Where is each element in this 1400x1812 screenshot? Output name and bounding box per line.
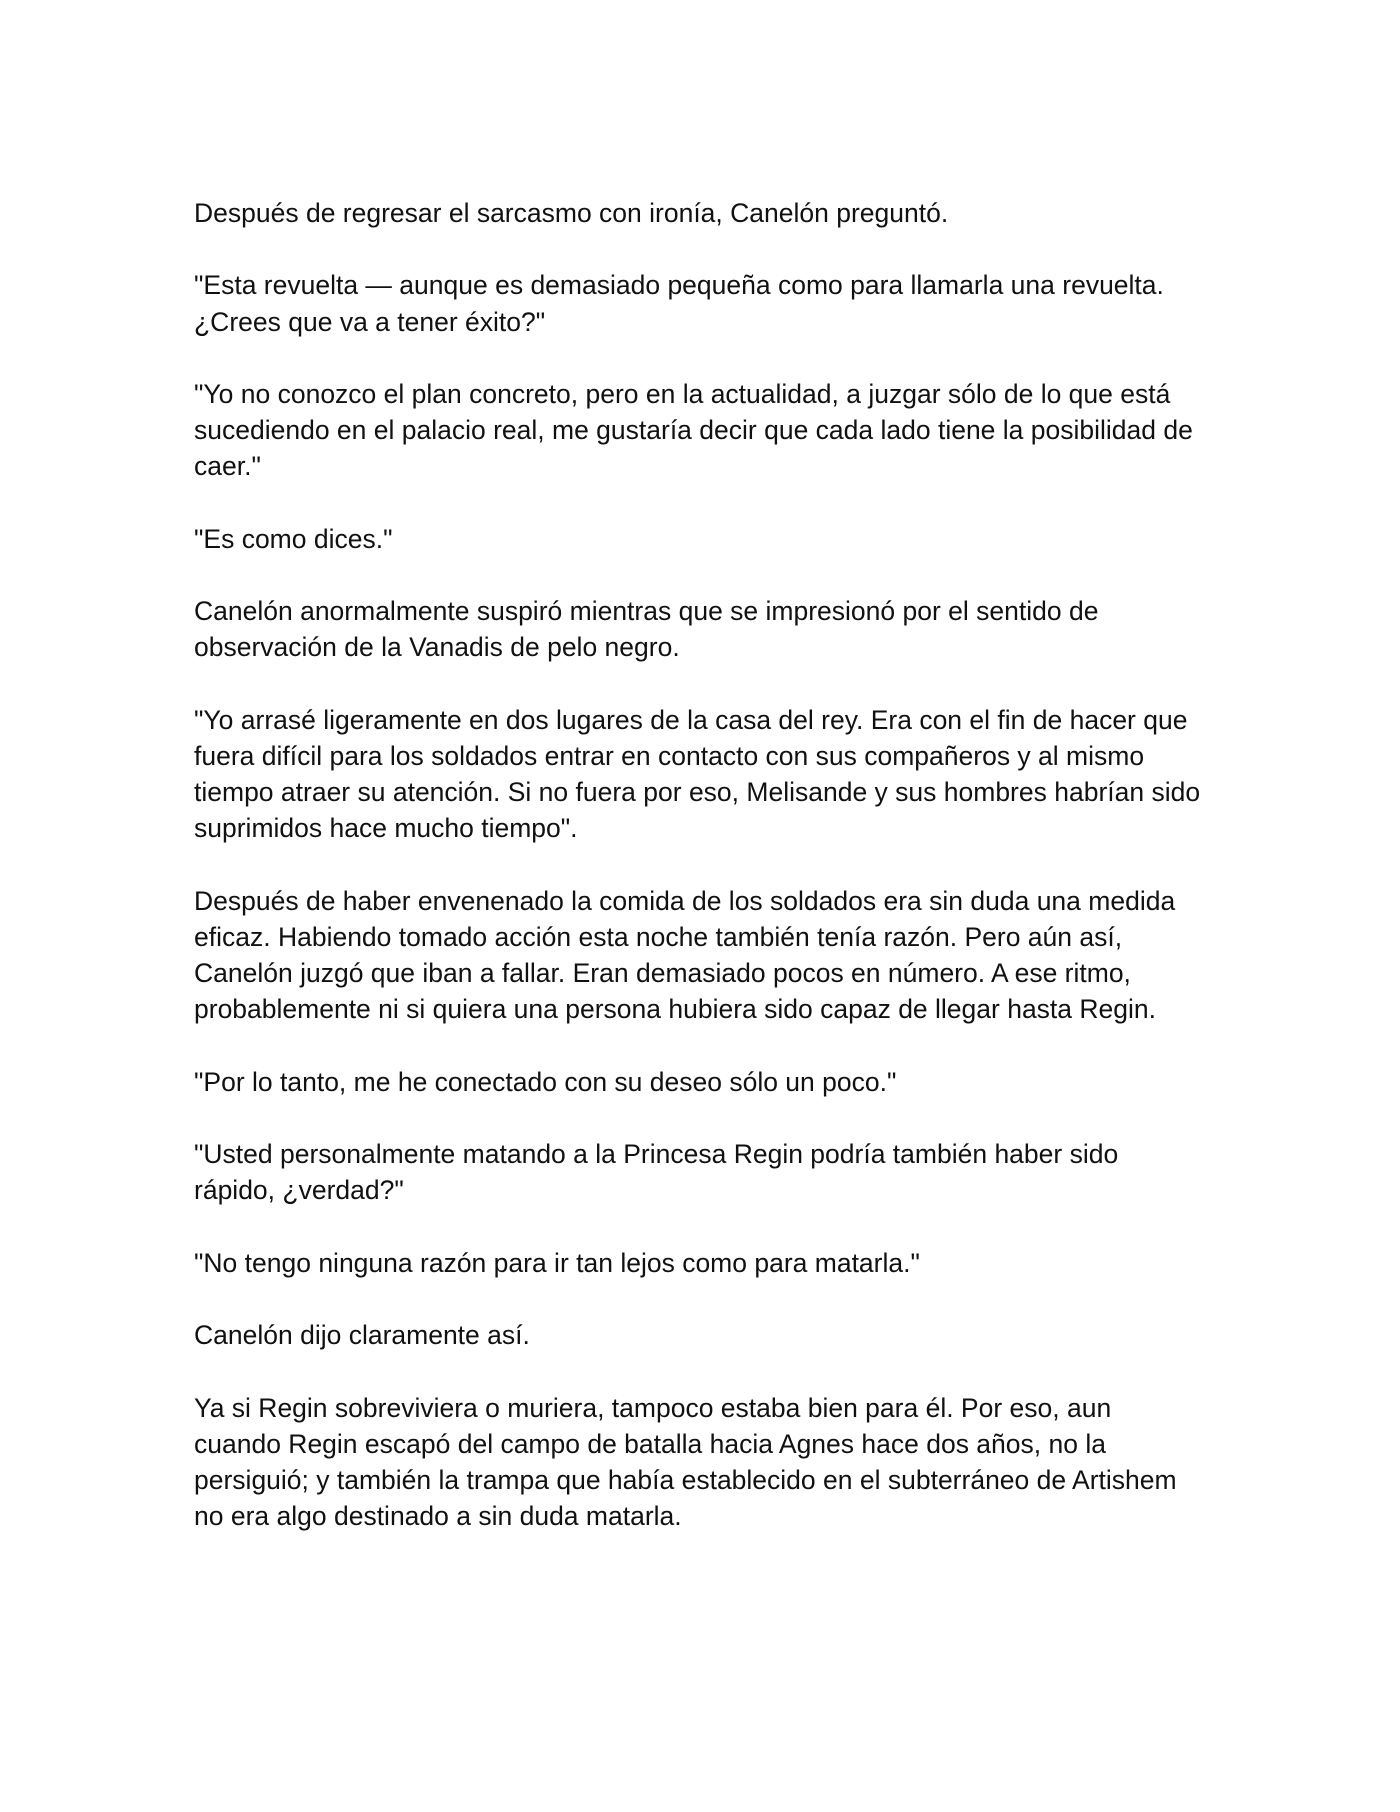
paragraph: "Yo no conozco el plan concreto, pero en la actualidad, a juzgar sólo de lo que está sucediendo en el palacio real, me gustaría decir que cada lado tiene la posibilidad de caer.": [194, 378, 1193, 482]
paragraph: Canelón anormalmente suspiró mientras que se impresionó por el sentido de observación de la Vanadis de pelo negro.: [194, 596, 1099, 663]
paragraph: Canelón dijo claramente así.: [194, 1320, 530, 1351]
paragraph: "Es como dices.": [194, 523, 393, 554]
paragraph: Ya si Regin sobreviviera o muriera, tampoco estaba bien para él. Por eso, aun cuando Regin escapó del campo de batalla hacia Agnes hace dos años, no la persiguió; y también la trampa que había establecido en el subterráneo de Artishem no era algo destinado a sin duda matarla.: [194, 1392, 1177, 1532]
paragraph: "No tengo ninguna razón para ir tan lejos como para matarla.": [194, 1247, 920, 1278]
paragraph: Después de regresar el sarcasmo con ironía, Canelón preguntó.: [194, 198, 949, 228]
paragraph: "Yo arrasé ligeramente en dos lugares de la casa del rey. Era con el fin de hacer que fuera difícil para los soldados entrar en contacto con sus compañeros y al mismo tiempo atraer su atención. Si no fuera por eso, Melisande y sus hombres habrían sido suprimidos hace mucho tiempo".: [194, 704, 1201, 844]
paragraph: "Usted personalmente matando a la Princesa Regin podría también haber sido rápido, ¿verdad?": [194, 1139, 1119, 1206]
paragraph: "Por lo tanto, me he conectado con su deseo sólo un poco.": [194, 1066, 897, 1097]
paragraph: Después de haber envenenado la comida de los soldados era sin duda una medida eficaz. Habiendo tomado acción esta noche también tenía razón. Pero aún así, Canelón juzgó que iban a fallar. Eran demasiado pocos en número. A ese ritmo, probablemente ni si quiera una persona hubiera sido capaz de llegar hasta Regin.: [194, 885, 1176, 1025]
document-body: [194, 195, 1204, 1534]
paragraph: "Esta revuelta — aunque es demasiado pequeña como para llamarla una revuelta. ¿Crees que va a tener éxito?": [194, 270, 1164, 337]
